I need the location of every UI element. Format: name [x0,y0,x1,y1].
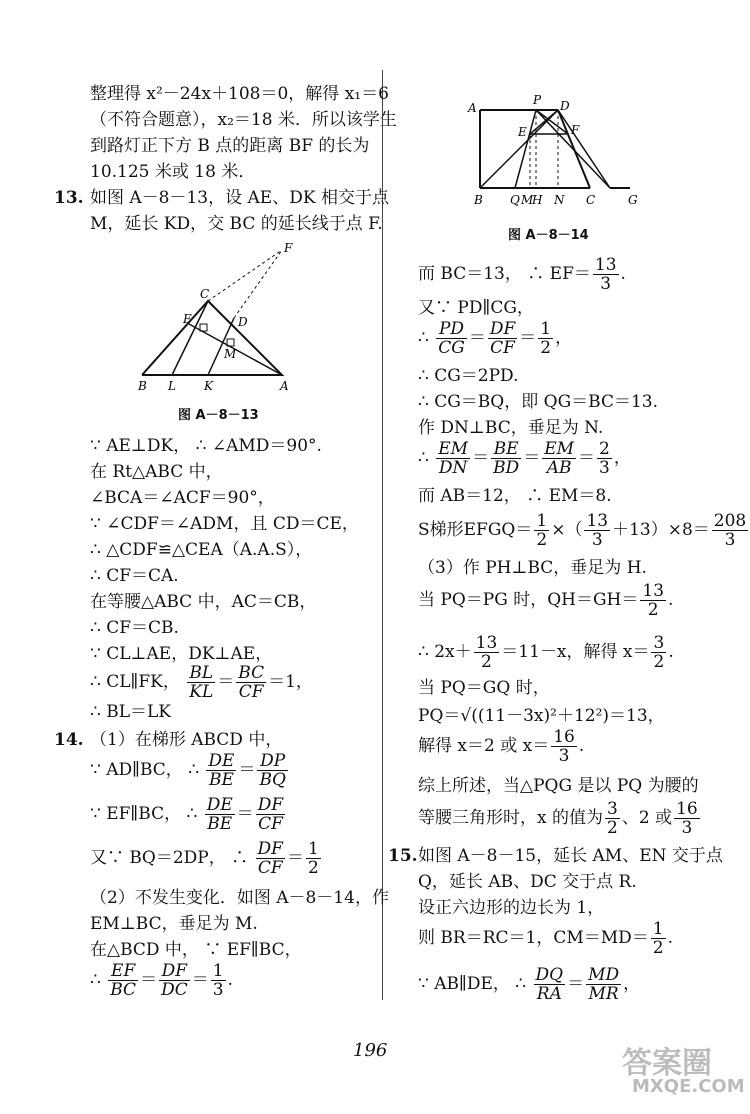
text-line: 如图 A－8－13，设 AE、DK 相交于点 [90,188,389,208]
text-line: ∴ CG＝2PD. [418,366,519,386]
point-label: E [183,312,192,326]
point-label: C [200,287,210,301]
text-line: ∴ CF＝CA. [90,566,179,586]
figure-caption: 图 A－8－14 [508,228,589,243]
point-label: K [204,379,213,393]
equation-line: 则 BR＝RC＝1，CM＝MD＝ $\frac{1}{2}$ . [418,919,674,958]
text-line: ∵ ∠CDF＝∠ADM，且 CD＝CE， [90,514,359,534]
text-line: （3）作 PH⊥BC，垂足为 H. [418,558,647,578]
extension-cf [208,250,282,301]
text-line: 而 AB＝12， ∴ EM＝8. [418,486,612,506]
segment-bd [480,110,558,188]
point-label: G [628,193,638,207]
point-label: M [521,193,534,207]
text-line: ∴ BL＝LK [90,702,171,722]
watermark-url: MXQE.COM [632,1076,745,1097]
text-line: 在等腰△ABC 中，AC＝CB， [90,592,317,612]
text-line: 如图 A－8－15，延长 AM、EN 交于点 [418,846,723,866]
segment-pg [558,110,610,188]
text-line: ∵ AE⊥DK， ∴ ∠AMD＝90°. [90,436,322,456]
point-label: D [560,99,570,113]
point-label: B [138,379,147,393]
text-line: 在△BCD 中， ∵ EF∥BC， [90,940,302,960]
text-line: M，延长 KD，交 BC 的延长线于点 F. [90,214,383,234]
text-line: PQ＝√((11－3x)²＋12²)＝13， [418,706,665,726]
equation-line: 而 BC＝13， ∴ EF＝ $\frac{13}{3}$ . [418,255,626,294]
text-line: ∴ △CDF≌△CEA（A.A.S）， [90,540,313,560]
equation-line: 又∵ BQ＝2DP， ∴ $\frac{DF}{CF}$ ＝ $\frac{1}{2}$ [90,839,319,878]
text-line: 当 PQ＝GQ 时， [418,678,550,698]
point-label: Q [510,193,520,207]
text-line: Q，延长 AB、DC 交于点 R. [418,872,637,892]
equation-line: ∴ $\frac{PD}{CG}$ ＝ $\frac{DF}{CF}$ ＝ $\frac{1}{2}$ ， [418,319,573,358]
text-line: 整理得 x²－24x＋108＝0，解得 x₁＝6 [90,84,389,104]
text-line: 综上所述，当△PQG 是以 PQ 为腰的 [418,776,699,796]
point-label: D [238,315,248,329]
point-label: F [571,123,580,137]
text-line: ∵ CL⊥AE，DK⊥AE， [90,644,273,664]
point-label: C [586,193,596,207]
text-line: ∠BCA＝∠ACF＝90°， [90,488,275,508]
equation-line: ∴ $\frac{EF}{BC}$ ＝ $\frac{DF}{DC}$ ＝ $\frac{1}{3}$ . [90,961,233,1000]
extension-df [234,250,282,318]
point-label: H [532,193,543,207]
text-line: 10.125 米或 18 米． [90,162,256,182]
point-label: F [284,241,293,255]
figure-a-8-13 [130,238,300,393]
text-line: （1）在梯形 ABCD 中， [90,730,283,750]
watermark-logo: 答案圈 [622,1046,712,1081]
text-line: 设正六边形的边长为 1， [418,898,605,918]
equation-line: 解得 x＝2 或 x＝ $\frac{16}{3}$ . [418,727,585,766]
text-line: ∴ CF＝CB. [90,618,179,638]
equation-line: S梯形EFGQ＝ $\frac{1}{2}$ ×（ $\frac{13}{3}$ ＋13）×8＝ $\frac{208}{3}$ [418,511,747,550]
point-label: P [533,93,542,107]
point-label: M [224,347,237,361]
segment-ed [530,110,558,134]
text-line: ∴ CG＝BQ，即 QG＝BC＝13. [418,392,659,412]
equation-line: ∴ CL∥FK， $\frac{BL}{KL}$ ＝ $\frac{BC}{CF}$ ＝1， [90,663,313,702]
point-label: E [518,125,527,139]
equation-line: 等腰三角形时，x 的值为 $\frac{3}{2}$ 、2 或 $\frac{16}{3}$ [418,799,698,838]
page-number: 196 [353,1040,388,1061]
equation-line: ∴ 2x＋ $\frac{13}{2}$ ＝11－x，解得 x＝ $\frac{3}{2}$ . [418,633,674,672]
text-line: 在 Rt△ABC 中， [90,462,223,482]
point-label: A [280,379,289,393]
equation-line: ∵ EF∥BC， ∴ $\frac{DE}{BE}$ ＝ $\frac{DF}{CF}$ [90,795,284,834]
text-line: EM⊥BC，垂足为 M. [90,914,258,934]
equation-line: ∵ AD∥BC， ∴ $\frac{DE}{BE}$ ＝ $\frac{DP}{BQ}$ [90,751,286,790]
question-number: 15. [388,846,418,866]
equation-line: ∴ $\frac{EM}{DN}$ ＝ $\frac{BE}{BD}$ ＝ $\frac{EM}{AB}$ ＝ $\frac{2}{3}$ ， [418,439,631,478]
figure-a-8-14 [460,90,640,215]
point-label: L [168,379,176,393]
text-line: （不符合题意），x₂＝18 米．所以该学生 [90,110,397,130]
text-line: 作 DN⊥BC，垂足为 N. [418,418,604,438]
text-line: 又∵ PD∥CG， [418,298,534,318]
figure-caption: 图 A－8－13 [178,408,259,423]
point-label: A [468,101,477,115]
text-line: （2）不发生变化．如图 A－8－14，作 [90,888,389,908]
equation-line: ∵ AB∥DE， ∴ $\frac{DQ}{RA}$ ＝ $\frac{MD}{MR}$ ， [418,965,641,1004]
question-number: 13. [54,188,84,208]
point-label: B [474,193,483,207]
equation-line: 当 PQ＝PG 时，QH＝GH＝ $\frac{13}{2}$ . [418,581,674,620]
question-number: 14. [54,730,84,750]
text-line: 到路灯正下方 B 点的距离 BF 的长为 [90,136,370,156]
point-label: N [554,193,565,207]
